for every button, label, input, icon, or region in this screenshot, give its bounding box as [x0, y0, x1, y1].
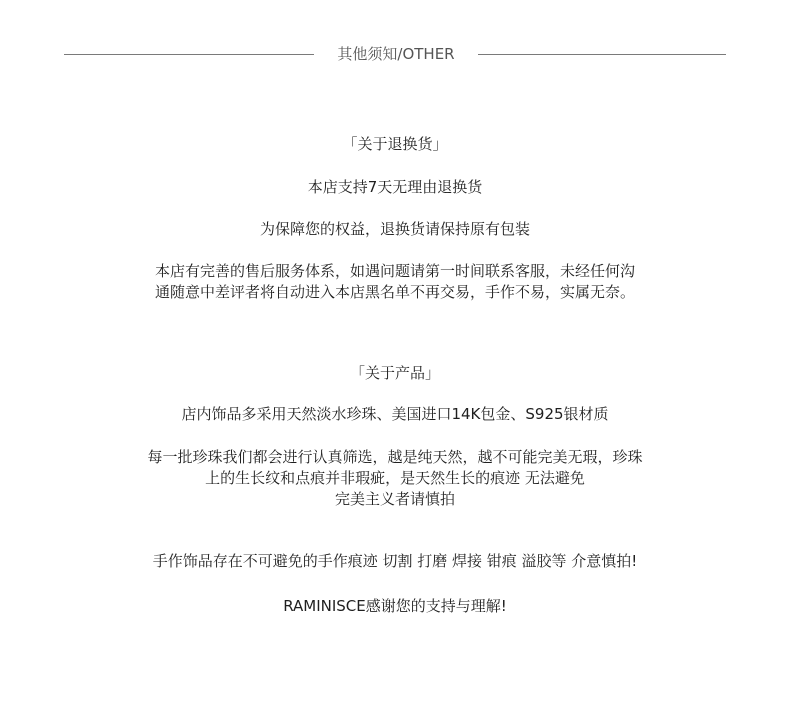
- service-note-line-1: 本店有完善的售后服务体系，如遇问题请第一时间联系客服，未经任何沟: [154, 262, 635, 280]
- section-header: [0, 43, 790, 65]
- pearl-note-line-3: 完美主义者请慎拍: [334, 490, 455, 508]
- product-heading: 「关于产品」: [349, 364, 440, 382]
- returns-heading: 「关于退换货」: [342, 135, 448, 153]
- header-divider-left: [64, 54, 314, 55]
- returns-condition: 为保障您的权益，退换货请保持原有包装: [259, 220, 530, 238]
- product-materials: 店内饰品多采用天然淡水珍珠、美国进口14K包金、S925银材质: [181, 405, 609, 423]
- returns-policy: 本店支持7天无理由退换货: [307, 178, 483, 196]
- section-title: 其他须知/OTHER: [337, 45, 455, 63]
- pearl-note-line-1: 每一批珍珠我们都会进行认真筛选，越是纯天然，越不可能完美无瑕，珍珠: [147, 448, 643, 466]
- handmade-note: 手作饰品存在不可避免的手作痕迹 切割 打磨 焊接 钳痕 溢胶等 介意慎拍!: [152, 552, 638, 570]
- pearl-note-line-2: 上的生长纹和点痕并非瑕疵，是天然生长的痕迹 无法避免: [205, 469, 585, 487]
- service-note-line-2: 通随意中差评者将自动进入本店黑名单不再交易，手作不易，实属无奈。: [154, 283, 635, 301]
- thanks-note: RAMINISCE感谢您的支持与理解!: [283, 597, 507, 615]
- header-divider-right: [478, 54, 726, 55]
